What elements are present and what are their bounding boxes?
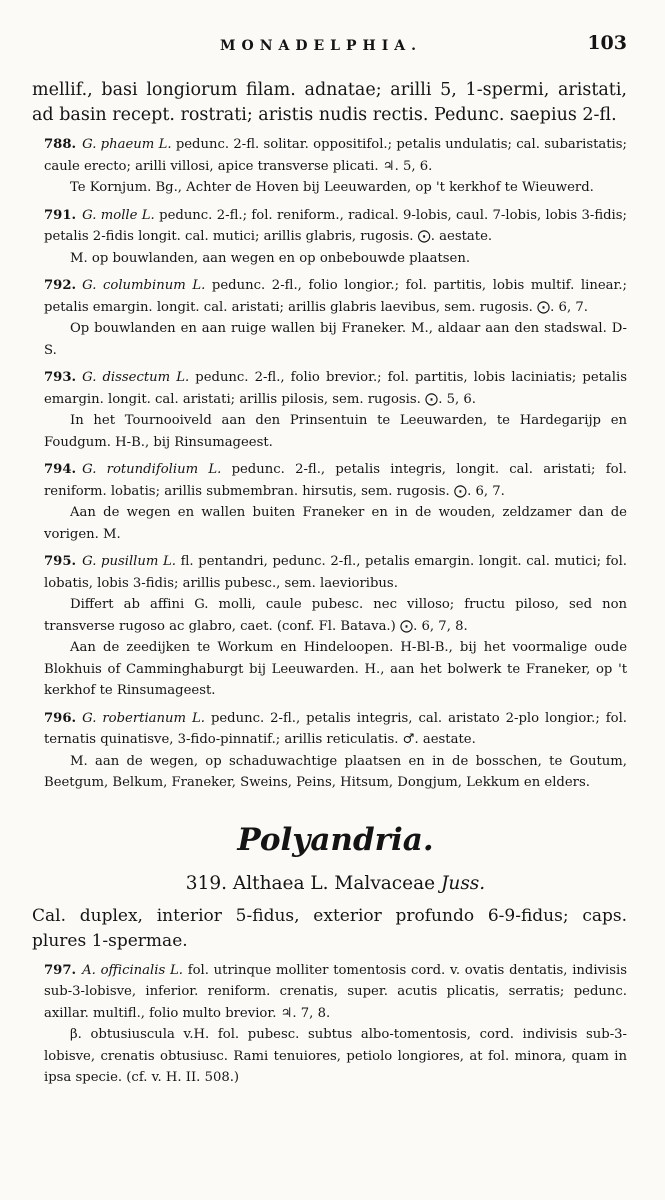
species-entry: [44, 960, 627, 1089]
species-description: [44, 205, 627, 248]
page-number: 103: [587, 32, 627, 54]
species-number: 792.: [44, 278, 77, 293]
species-description: [44, 275, 627, 318]
species-description: [44, 708, 627, 751]
species-description: [44, 134, 627, 177]
species-entry: [44, 367, 627, 453]
species-locality: M. aan de wegen, op schaduwachtige plaatsen en in de bosschen, te Goutum, Beetgum, Belkum, Franeker, Sweins, Peins, Hitsum, Dongjum, Lekkum en elders.: [44, 753, 627, 790]
species-number: 797.: [44, 962, 77, 978]
species-name: G. phaeum L.: [82, 137, 172, 152]
genus-description: Cal. duplex, interior 5-fidus, exterior profundo 6-9-fidus; caps. plures 1-spermae.: [32, 905, 627, 951]
species-name: G. molle L.: [82, 207, 155, 223]
species-entry: [44, 134, 627, 199]
species-entry: [44, 205, 627, 270]
species-description: [44, 551, 627, 594]
species-name: G. rotundifolium L.: [82, 462, 222, 477]
species-entry: [44, 275, 627, 361]
species-locality: Differt ab affini G. molli, caule pubesc. nec villoso; fructu piloso, sed non transverse rugoso ac glabro, caet. (conf. Fl. Batava.) ⨀. 6, 7, 8.: [44, 597, 627, 634]
species-locality: Aan de wegen en wallen buiten Franeker en in de wouden, zeldzamer dan de vorigen. M.: [44, 505, 627, 542]
species-locality: Aan de zeedijken te Workum en Hindeloopen. H-Bl-B., bij het voormalige oude Blokhuis of Camminghaburgt bij Leeuwarden. H., aan het bolwerk te Franeker, op 't kerkhof te Rinsumageest.: [44, 640, 627, 698]
species-locality: M. op bouwlanden, aan wegen en op onbebouwde plaatsen.: [70, 250, 471, 266]
species-locality: β. obtusiuscula v.H. fol. pubesc. subtus albo-tomentosis, cord. indivisis sub-3-lobisve, crenatis obtusiusc. Rami tenuiores, petiolo longiores, at fol. minora, quam in ipsa specie. (cf. v. H. II. 508.): [44, 1027, 627, 1085]
species-description: [44, 960, 627, 1025]
species-diagnosis: fol. utrinque molliter tomentosis cord. v. ovatis dentatis, indivisis sub-3-lobisve, inferior. reniform. crenatis, super. acutis plicatis, serratis; pedunc. axillar. multifl., folio multo brevior. ♃. 7, 8.: [44, 962, 627, 1021]
genus-heading: [44, 870, 627, 898]
species-description: [44, 367, 627, 410]
species-locality: In het Tournooiveld aan den Prinsentuin te Leeuwarden, te Hardegarijp en Foudgum. H-B., bij Rinsumageest.: [44, 413, 627, 450]
species-name: G. columbinum L.: [82, 278, 206, 293]
species-diagnosis: pedunc. 2-fl., folio brevior.; fol. partitis, lobis laciniatis; petalis emargin. longit. cal. aristati; arillis pilosis, sem. rugosis. ⨀. 5, 6.: [44, 370, 627, 407]
species-list: [44, 134, 627, 794]
intro-text: mellif., basi longiorum filam. adnatae; arilli 5, 1-spermi, aristati, ad basin recept. rostrati; aristis nudis rectis. Pedunc. saepius 2-fl.: [32, 80, 627, 125]
species-diagnosis: pedunc. 2-fl., folio longior.; fol. partitis, lobis multif. linear.; petalis emargin. longit. cal. aristati; arillis glabris laevibus, sem. rugosis. ⨀. 6, 7.: [44, 278, 627, 315]
genus-family-author: Juss.: [440, 872, 486, 894]
section-title: Polyandria.: [237, 821, 434, 858]
running-title: MONADELPHIA.: [220, 38, 423, 54]
species-number: 796.: [44, 710, 77, 726]
species-number: 791.: [44, 207, 77, 223]
species-diagnosis: pedunc. 2-fl.; fol. reniform., radical. 9-lobis, caul. 7-lobis, lobis 3-fidis; petalis 2-fidis longit. cal. mutici; arillis glabris, rugosis. ⨀. aestate.: [44, 207, 627, 244]
species-name: G. robertianum L.: [82, 710, 205, 726]
species-number: 788.: [44, 137, 77, 152]
species-diagnosis: fl. pentandri, pedunc. 2-fl., petalis emargin. longit. cal. mutici; fol. lobatis, lobis 3-fidis; arillis pubesc., sem. laevioribus.: [44, 554, 627, 591]
section-species-list: [44, 960, 627, 1089]
species-name: G. pusillum L.: [82, 554, 176, 569]
species-name: G. dissectum L.: [82, 370, 190, 385]
species-description: [44, 459, 627, 502]
species-number: 793.: [44, 370, 77, 385]
species-entry: [44, 708, 627, 794]
species-number: 795.: [44, 554, 77, 569]
species-entry: [44, 551, 627, 702]
genus-heading-text: 319. Althaea L. Malvaceae: [185, 872, 436, 894]
species-name: A. officinalis L.: [82, 962, 183, 978]
species-diagnosis: pedunc. 2-fl., petalis integris, cal. aristato 2-plo longior.; fol. ternatis quinatisve, 3-fido-pinnatif.; arillis reticulatis. ♂. aestate.: [44, 710, 627, 747]
species-number: 794.: [44, 462, 77, 477]
page-header: [44, 28, 627, 62]
species-diagnosis: pedunc. 2-fl., petalis integris, longit. cal. aristati; fol. reniform. lobatis; arillis submembran. hirsutis, sem. rugosis. ⨀. 6, 7.: [44, 462, 627, 499]
species-entry: [44, 459, 627, 545]
species-diagnosis: pedunc. 2-fl. solitar. oppositifol.; petalis undulatis; cal. subaristatis; caule erecto; arilli villosi, apice transverse plicati. ♃. 5, 6.: [44, 137, 627, 174]
species-locality: Op bouwlanden en aan ruige wallen bij Franeker. M., aldaar aan den stadswal. D-S.: [44, 321, 627, 358]
species-locality: Te Kornjum. Bg., Achter de Hoven bij Leeuwarden, op 't kerkhof te Wieuwerd.: [70, 180, 594, 195]
